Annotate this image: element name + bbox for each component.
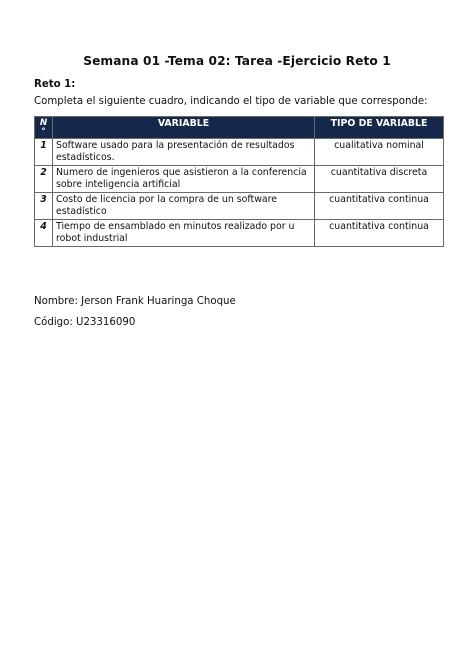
header-number	[35, 117, 53, 139]
table-row	[35, 220, 444, 247]
row-variable: Software usado para la presentación de resultados estadísticos.	[53, 139, 315, 166]
row-number: 2	[35, 166, 53, 193]
student-name: Nombre: Jerson Frank Huaringa Choque	[34, 296, 236, 307]
document-title: Semana 01 -Tema 02: Tarea -Ejercicio Reto 1	[83, 54, 391, 68]
row-number: 1	[35, 139, 53, 166]
row-tipo: cuantitativa continua	[315, 220, 444, 247]
row-number: 3	[35, 193, 53, 220]
row-variable: Tiempo de ensamblado en minutos realizado por u robot industrial	[53, 220, 315, 247]
row-variable: Numero de ingenieros que asistieron a la conferencia sobre inteligencia artificial	[53, 166, 315, 193]
row-tipo: cuantitativa continua	[315, 193, 444, 220]
section-heading: Reto 1:	[34, 79, 76, 90]
instruction-text: Completa el siguiente cuadro, indicando el tipo de variable que corresponde:	[34, 96, 428, 107]
table-row	[35, 193, 444, 220]
row-number: 4	[35, 220, 53, 247]
student-code: Código: U23316090	[34, 317, 136, 328]
header-tipo: TIPO DE VARIABLE	[315, 117, 444, 139]
table-row	[35, 166, 444, 193]
row-variable: Costo de licencia por la compra de un software estadístico	[53, 193, 315, 220]
header-variable: VARIABLE	[53, 117, 315, 139]
table-header-row	[35, 117, 444, 139]
row-tipo: cuantitativa discreta	[315, 166, 444, 193]
variables-table	[34, 116, 444, 247]
row-tipo: cualitativa nominal	[315, 139, 444, 166]
header-number-degree: °	[41, 127, 46, 137]
header-number-letter: N	[39, 118, 48, 128]
table-row	[35, 139, 444, 166]
